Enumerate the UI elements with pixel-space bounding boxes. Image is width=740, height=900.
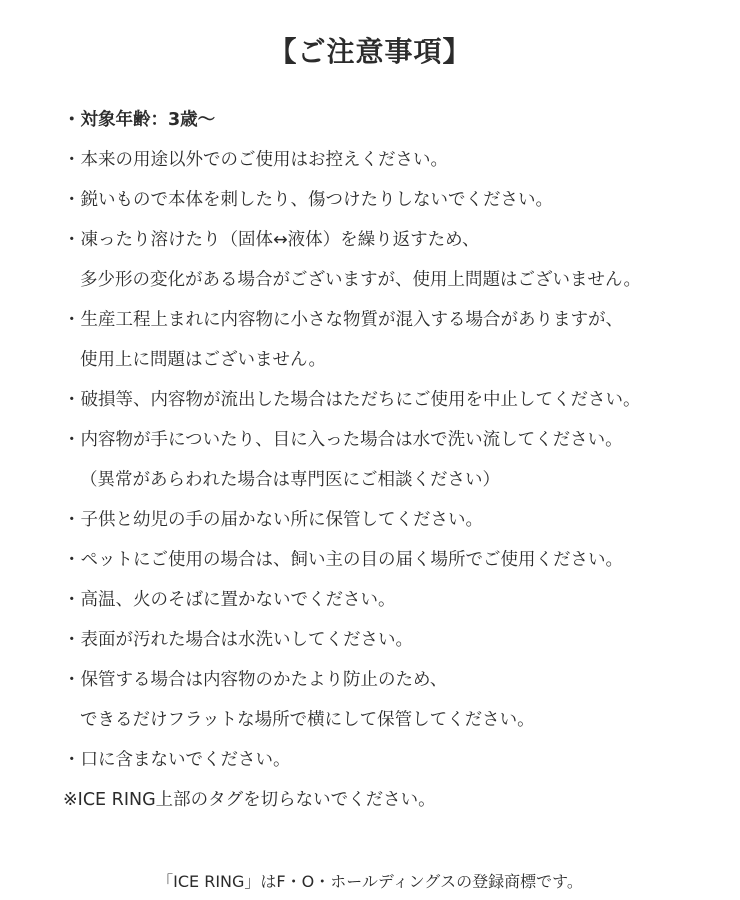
caution-item-cleaning: ・表面が汚れた場合は水洗いしてください。: [63, 630, 413, 650]
caution-item-freeze-melt: ・凍ったり溶けたり（固体↔液体）を繰り返すため、: [63, 230, 480, 250]
caution-item-storage-cont: できるだけフラットな場所で横にして保管してください。: [80, 710, 535, 730]
caution-item-freeze-melt-cont: 多少形の変化がある場合がございますが、使用上問題はございません。: [80, 270, 642, 290]
caution-item-contact-cont: （異常があらわれた場合は専門医にご相談ください）: [80, 470, 500, 490]
caution-item-children: ・子供と幼児の手の届かない所に保管してください。: [63, 510, 483, 530]
caution-item-foreign-matter-cont: 使用上に問題はございません。: [80, 350, 327, 370]
caution-item-mouth: ・口に含まないでください。: [63, 750, 291, 770]
trademark-footer: 「ICE RING」はF・O・ホールディングスの登録商標です。: [157, 872, 583, 891]
caution-item-contact: ・内容物が手についたり、目に入った場合は水で洗い流してください。: [63, 430, 623, 450]
caution-note-tag: ※ICE RING上部のタグを切らないでください。: [63, 790, 436, 810]
page-title: 【ご注意事項】: [268, 35, 472, 68]
caution-item-storage: ・保管する場合は内容物のかたより防止のため、: [63, 670, 448, 690]
caution-item-damage: ・破損等、内容物が流出した場合はただちにご使用を中止してください。: [63, 390, 641, 410]
caution-item-intended-use: ・本来の用途以外でのご使用はお控えください。: [63, 150, 448, 170]
caution-item-pets: ・ペットにご使用の場合は、飼い主の目の届く場所でご使用ください。: [63, 550, 623, 570]
caution-item-sharp-objects: ・鋭いもので本体を刺したり、傷つけたりしないでください。: [63, 190, 553, 210]
caution-item-target-age: ・対象年齢：3歳〜: [63, 110, 216, 130]
caution-list: [63, 108, 735, 828]
caution-item-heat: ・高温、火のそばに置かないでください。: [63, 590, 396, 610]
caution-item-foreign-matter: ・生産工程上まれに内容物に小さな物質が混入する場合がありますが、: [63, 310, 623, 330]
